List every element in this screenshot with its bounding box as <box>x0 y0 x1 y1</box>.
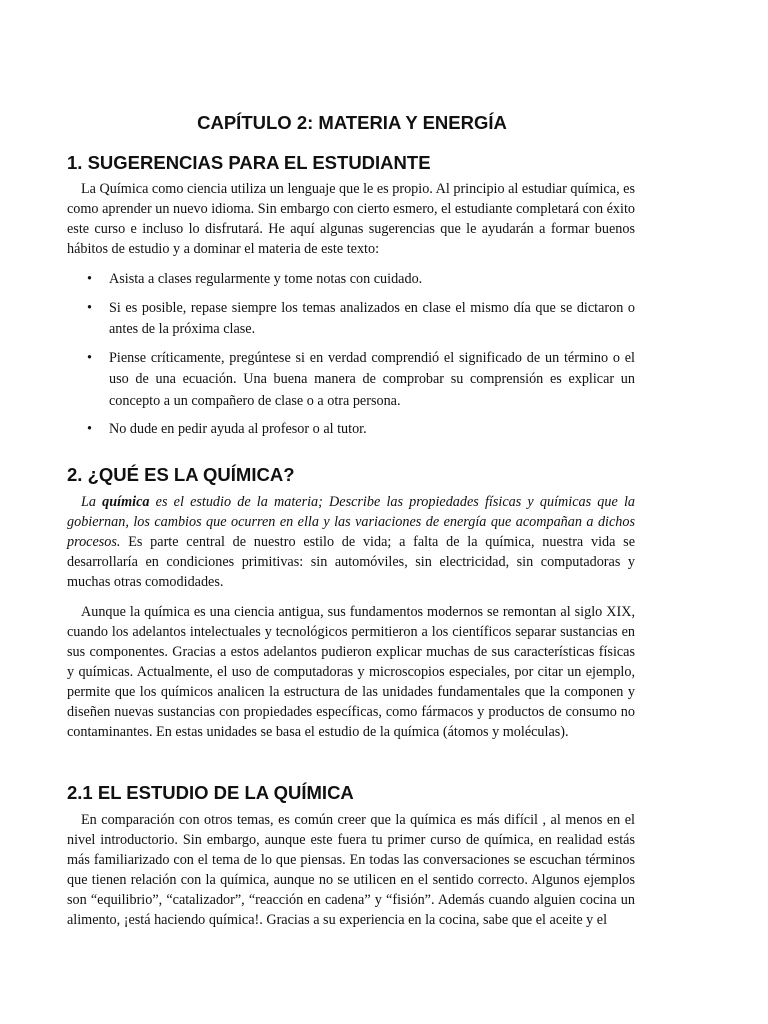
list-item <box>67 419 635 441</box>
definition-paragraph <box>67 492 635 592</box>
section-heading-que-es-quimica: 2. ¿QUÉ ES LA QUÍMICA? <box>67 463 295 485</box>
bullet-icon: • <box>87 349 92 366</box>
definition-text: es el estudio de la materia; Describe las propiedades físicas y químicas que la gobiernan, los cambios que ocurren en ella y las variaciones de energía que acompañan a dichos procesos. <box>67 493 635 550</box>
section-heading-sugerencias: 1. SUGERENCIAS PARA EL ESTUDIANTE <box>67 152 431 173</box>
history-paragraph: Aunque la química es una ciencia antigua, sus fundamentos modernos se remontan al siglo XIX, cuando los adelantos intelectuales y tecnológicos permitieron a los científicos separar sustancias en sus componentes. Gracias a estos adelantos pudieron explicar muchas de sus características físicas y químicas. Actualmente, el uso de computadoras y microscopios especiales, por citar un ejemplo, permite que los químicos analicen la estructura de las unidades fundamentales que la componen y diseñen nuevas sustancias con propiedades específicas, como fármacos y productos de consumo no contaminantes. En estas unidades se basa el estudio de la química (átomos y moléculas). <box>67 603 635 740</box>
list-item-text: Si es posible, repase siempre los temas analizados en clase el mismo día que se dictaron o antes de la próxima clase. <box>109 299 635 337</box>
section-heading-estudio-quimica: 2.1 EL ESTUDIO DE LA QUÍMICA <box>67 781 354 803</box>
bullet-icon: • <box>87 299 92 316</box>
intro-paragraph: La Química como ciencia utiliza un lenguaje que le es propio. Al principio al estudiar química, es como aprender un nuevo idioma. Sin embargo con cierto esmero, el estudiante completará con éxito este curso e incluso lo disfrutará. He aquí algunas sugerencias que le ayudarán a formar buenos hábitos de estudio y a dominar el materia de este texto: <box>67 181 635 257</box>
list-item <box>67 348 635 413</box>
list-item <box>67 298 635 341</box>
bullet-icon: • <box>87 421 92 437</box>
definition-lead: La <box>81 493 103 510</box>
list-item-text: Piense críticamente, pregúntese si en verdad comprendió el significado de un término o el uso de una ecuación. Una buena manera de comprobar su comprensión es explicar un concepto a un compañero de clase o a otra persona. <box>109 349 635 409</box>
bullet-icon: • <box>87 271 92 287</box>
chapter-title: CAPÍTULO 2: MATERIA Y ENERGÍA <box>197 112 507 133</box>
definition-continuation: Es parte central de nuestro estilo de vida; a falta de la química, nuestra vida se desarrollaría en condiciones primitivas: sin automóviles, sin electricidad, sin computadoras y muchas otras comodidades. <box>67 533 635 590</box>
list-item-text: No dude en pedir ayuda al profesor o al tutor. <box>109 421 367 437</box>
page-content <box>67 112 635 930</box>
study-paragraph: En comparación con otros temas, es común creer que la química es más difícil , al menos en el nivel introductorio. Sin embargo, aunque este fuera tu primer curso de química, en realidad estás más familiarizado con el tema de lo que piensas. En todas las conversaciones se escuchan términos que tienen relación con la química, aunque no se utilicen en el sentido correcto. Algunos ejemplos son “equilibrio”, “catalizador”, “reacción en cadena” y “fisión”. Además cuando alguien cocina un alimento, ¡está haciendo química!. Gracias a su experiencia en la cocina, sabe que el aceite y el <box>67 811 635 928</box>
list-item-text: Asista a clases regularmente y tome notas con cuidado. <box>109 271 423 287</box>
definition-term: química <box>102 493 150 510</box>
study-tips-list <box>67 269 635 441</box>
list-item <box>67 269 635 291</box>
